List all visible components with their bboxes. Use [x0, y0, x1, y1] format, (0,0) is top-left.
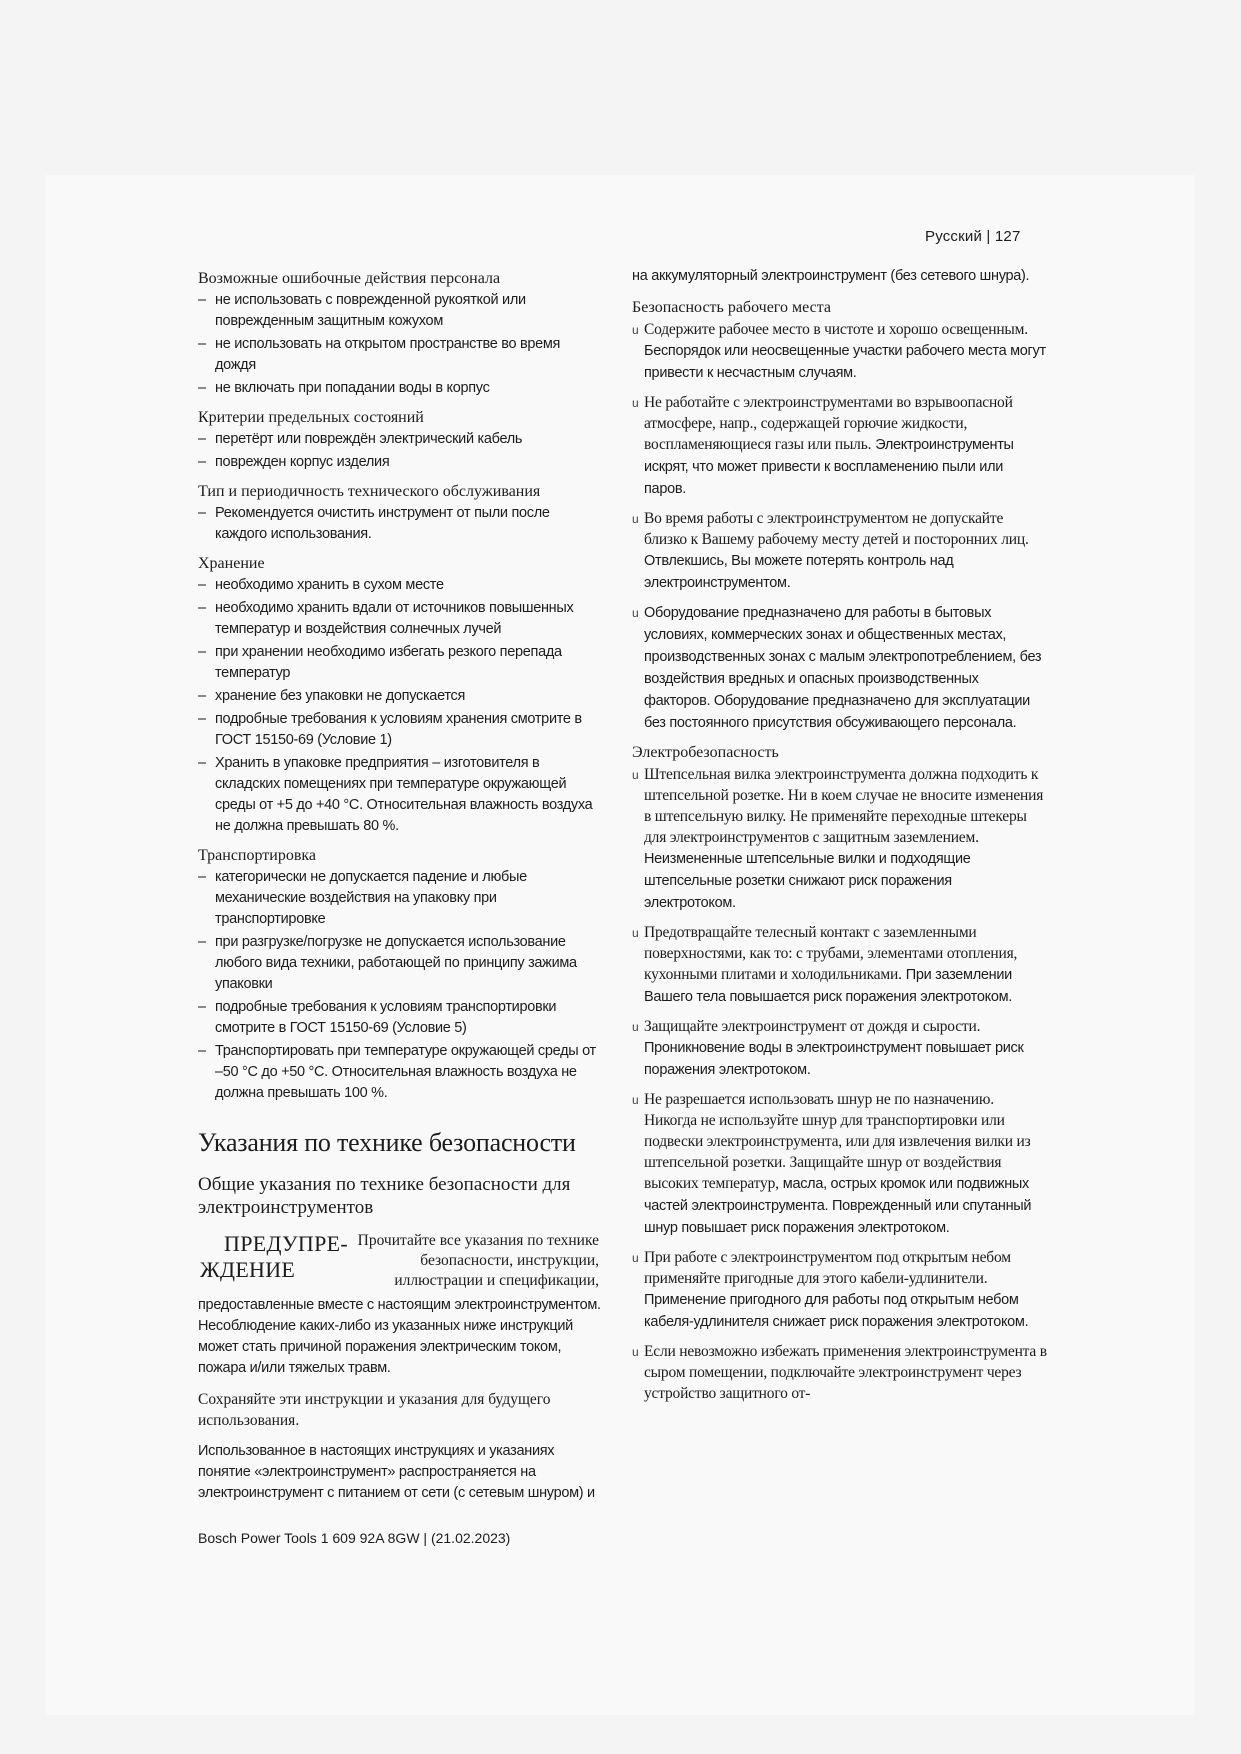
warning-label-line1: ПРЕДУПРЕ- [224, 1231, 349, 1256]
list-item: – Рекомендуется очистить инструмент от пыли после каждого использования. [198, 503, 603, 545]
safety-heading: Указания по технике безопасности [198, 1128, 576, 1157]
list-item: – Хранить в упаковке предприятия – изготовителя в складских помещениях при температуре окружающей среды от +5 до +40 °C. Относительная влажность воздуха не должна превышать 80 %. [198, 753, 603, 837]
list-item: u Не работайте с электроинструментами во взрывоопасной атмосфере, напр., содержащей горючие жидкости, воспламеняющиеся газы или пыль. Электроинструменты искрят, что может привести к воспламенению пыли или паров. [632, 394, 1014, 497]
list-item: – не использовать с поврежденной рукояткой или поврежденным защитным кожухом [198, 290, 603, 332]
definition-text: Использованное в настоящих инструкциях и указаниях понятие «электроинструмент» распространяется на электроинструмент с питанием от сети (с сетевым шнуром) и [198, 1443, 595, 1501]
left-column [198, 268, 603, 1514]
list-item: – категорически не допускается падение и любые механические воздействия на упаковку при транспортировке [198, 867, 603, 930]
list-item: u Если невозможно избежать применения электроинструмента в сыром помещении, подключайте электроинструмент через устройство защитного от- [632, 1343, 1047, 1402]
list-item: u Содержите рабочее место в чистоте и хорошо освещенным. Беспорядок или неосвещенные участки рабочего места могут привести к несчастным случаям. [632, 321, 1046, 381]
list-item: – не включать при попадании воды в корпус [198, 378, 603, 399]
warning-continuation: предоставленные вместе с настоящим электроинструментом. Несоблюдение каких-либо из указанных ниже инструкций может стать причиной поражения электрическим током, пожара и/или тяжелых травм. [198, 1297, 601, 1376]
section-title: Транспортировка [198, 847, 317, 864]
bullet-marker: u [632, 768, 639, 782]
bullet-marker: u [632, 926, 639, 940]
section-title: Возможные ошибочные действия персонала [198, 270, 501, 287]
keep-instructions-text: Сохраняйте эти инструкции и указания для будущего использования. [198, 1391, 551, 1429]
bullet-marker: u [632, 512, 639, 526]
right-column [632, 266, 1047, 1412]
bullet-marker: u [632, 396, 639, 410]
bullet-list [632, 319, 1047, 734]
list-item: – перетёрт или повреждён электрический кабель [198, 429, 603, 450]
list-item: – при разгрузке/погрузке не допускается использование любого вида техники, работающей по принципу зажима упаковки [198, 932, 603, 995]
list-item: – не использовать на открытом пространстве во время дождя [198, 334, 603, 376]
list-item: u Защищайте электроинструмент от дождя и сырости. Проникновение воды в электроинструмент повышает риск поражения электротоком. [632, 1018, 1024, 1078]
warning-block [198, 1231, 603, 1291]
section-title: Электробезопасность [632, 744, 779, 761]
warning-label [198, 1231, 350, 1283]
list-item: u Во время работы с электроинструментом не допускайте близко к Вашему рабочему месту детей и посторонних лиц. Отвлекшись, Вы можете потерять контроль над электроинструментом. [632, 510, 1029, 591]
page-footer: Bosch Power Tools 1 609 92A 8GW | (21.02.2023) [198, 1530, 511, 1546]
dash-list [198, 575, 603, 837]
bullet-marker: u [632, 1345, 639, 1359]
bullet-marker: u [632, 323, 639, 337]
section-title: Хранение [198, 555, 265, 572]
bullet-marker: u [632, 1251, 639, 1265]
warning-text: Прочитайте все указания по технике безопасности, инструкции, иллюстрации и спецификации, [357, 1232, 599, 1289]
section-title: Тип и периодичность технического обслуживания [198, 483, 541, 500]
list-item: – необходимо хранить в сухом месте [198, 575, 603, 596]
dash-list [198, 867, 603, 1104]
list-item: u При работе с электроинструментом под открытым небом применяйте пригодные для этого кабели-удлинители. Применение пригодного для работы под открытым небом кабеля-удлинителя снижает риск поражения электротоком. [632, 1249, 1029, 1330]
general-safety-subheading: Общие указания по технике безопасности для электроинструментов [198, 1174, 571, 1218]
warning-label-line2: ЖДЕНИЕ [200, 1257, 296, 1282]
list-item: u Оборудование предназначено для работы в бытовых условиях, коммерческих зонах и общественных местах, производственных зонах с малым электропотреблением, без воздействия вредных и опасных производственных факторов. Оборудование предназначено для эксплуатации без постоянного присутствия обсуживающего персонала. [632, 605, 1042, 731]
bullet-list [632, 764, 1047, 1404]
dash-list [198, 503, 603, 545]
list-item: – необходимо хранить вдали от источников повышенных температур и воздействия солнечных лучей [198, 598, 603, 640]
list-item: – при хранении необходимо избегать резкого перепада температур [198, 642, 603, 684]
list-item: – подробные требования к условиям хранения смотрите в ГОСТ 15150-69 (Условие 1) [198, 709, 603, 751]
list-item: – поврежден корпус изделия [198, 452, 603, 473]
section-title: Безопасность рабочего места [632, 299, 831, 316]
page-header: Русский | 127 [925, 228, 1021, 245]
list-item: – подробные требования к условиям транспортировки смотрите в ГОСТ 15150-69 (Условие 5) [198, 997, 603, 1039]
list-item: – Транспортировать при температуре окружающей среды от –50 °C до +50 °C. Относительная влажность воздуха не должна превышать 100 %. [198, 1041, 603, 1104]
list-item: – хранение без упаковки не допускается [198, 686, 603, 707]
bullet-marker: u [632, 1020, 639, 1034]
list-item: u Штепсельная вилка электроинструмента должна подходить к штепсельной розетке. Ни в коем случае не вносите изменения в штепсельную вилку. Не применяйте переходные штекеры для электроинструментов с защитным заземлением. Неизмененные штепсельные вилки и подходящие штепсельные розетки снижают риск поражения электротоком. [632, 766, 1044, 911]
dash-list [198, 429, 603, 473]
bullet-marker: u [632, 1093, 639, 1107]
dash-list [198, 290, 603, 399]
continuation-text: на аккумуляторный электроинструмент (без сетевого шнура). [632, 268, 1030, 284]
bullet-marker: u [632, 606, 639, 620]
section-title: Критерии предельных состояний [198, 409, 424, 426]
list-item: u Не разрешается использовать шнур не по назначению. Никогда не используйте шнур для транспортировки или подвески электроинструмента, или для извлечения вилки из штепсельной розетки. Защищайте шнур от воздействия высоких температур, масла, острых кромок или подвижных частей электроинструмента. Поврежденный или спутанный шнур повышает риск поражения электротоком. [632, 1091, 1032, 1236]
list-item: u Предотвращайте телесный контакт с заземленными поверхностями, как то: с трубами, элементами отопления, кухонными плитами и холодильниками. При заземлении Вашего тела повышается риск поражения электротоком. [632, 924, 1018, 1005]
